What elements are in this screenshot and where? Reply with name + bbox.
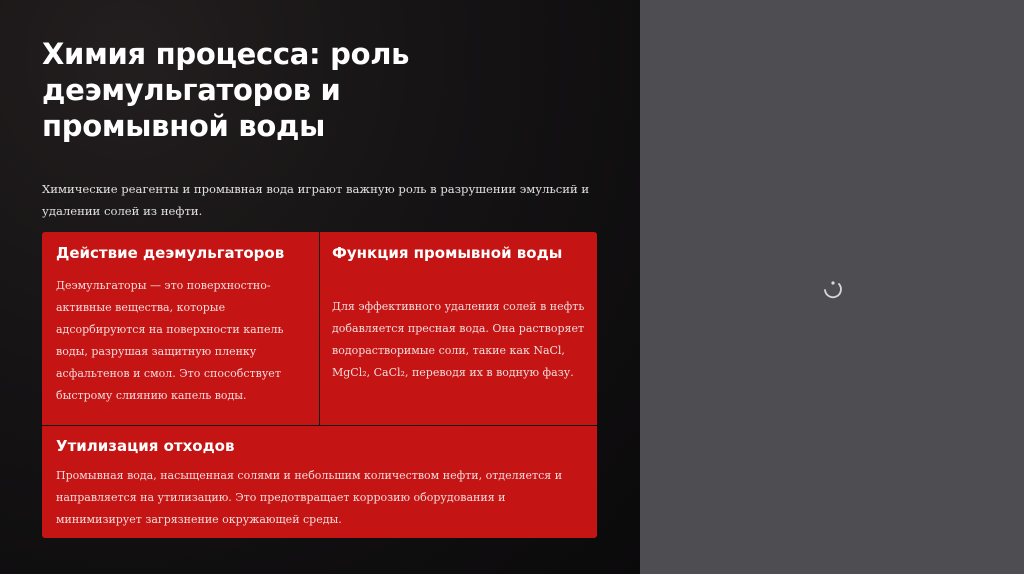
card-wash-water-function	[320, 232, 597, 425]
card-title: Утилизация отходов	[56, 437, 235, 455]
intro-text: Химические реагенты и промывная вода играют важную роль в разрушении эмульсий и удалении солей из нефти.	[42, 182, 590, 218]
card-waste-disposal	[42, 426, 597, 538]
card-demulsifier-action	[42, 232, 319, 425]
slide-title: Химия процесса: роль деэмульгаторов и промывной воды	[42, 37, 410, 143]
card-title: Действие деэмульгаторов	[56, 244, 285, 262]
card-text: Для эффективного удаления солей в нефть добавляется пресная вода. Она растворяет водорастворимые соли, такие как NaCl, MgCl₂, CaCl₂, переводя их в водную фазу.	[332, 300, 585, 379]
card-text: Промывная вода, насыщенная солями и небольшим количеством нефти, отделяется и направляется на утилизацию. Это предотвращает коррозию оборудования и минимизирует загрязнение окружающей среды.	[56, 469, 563, 526]
card-text: Деэмульгаторы — это поверхностно-активные вещества, которые адсорбируются на поверхности капель воды, разрушая защитную пленку асфальтенов и смол. Это способствует быстрому слиянию капель воды.	[56, 279, 284, 402]
loading-spinner-icon	[820, 276, 846, 302]
card-title: Функция промывной воды	[332, 244, 563, 262]
